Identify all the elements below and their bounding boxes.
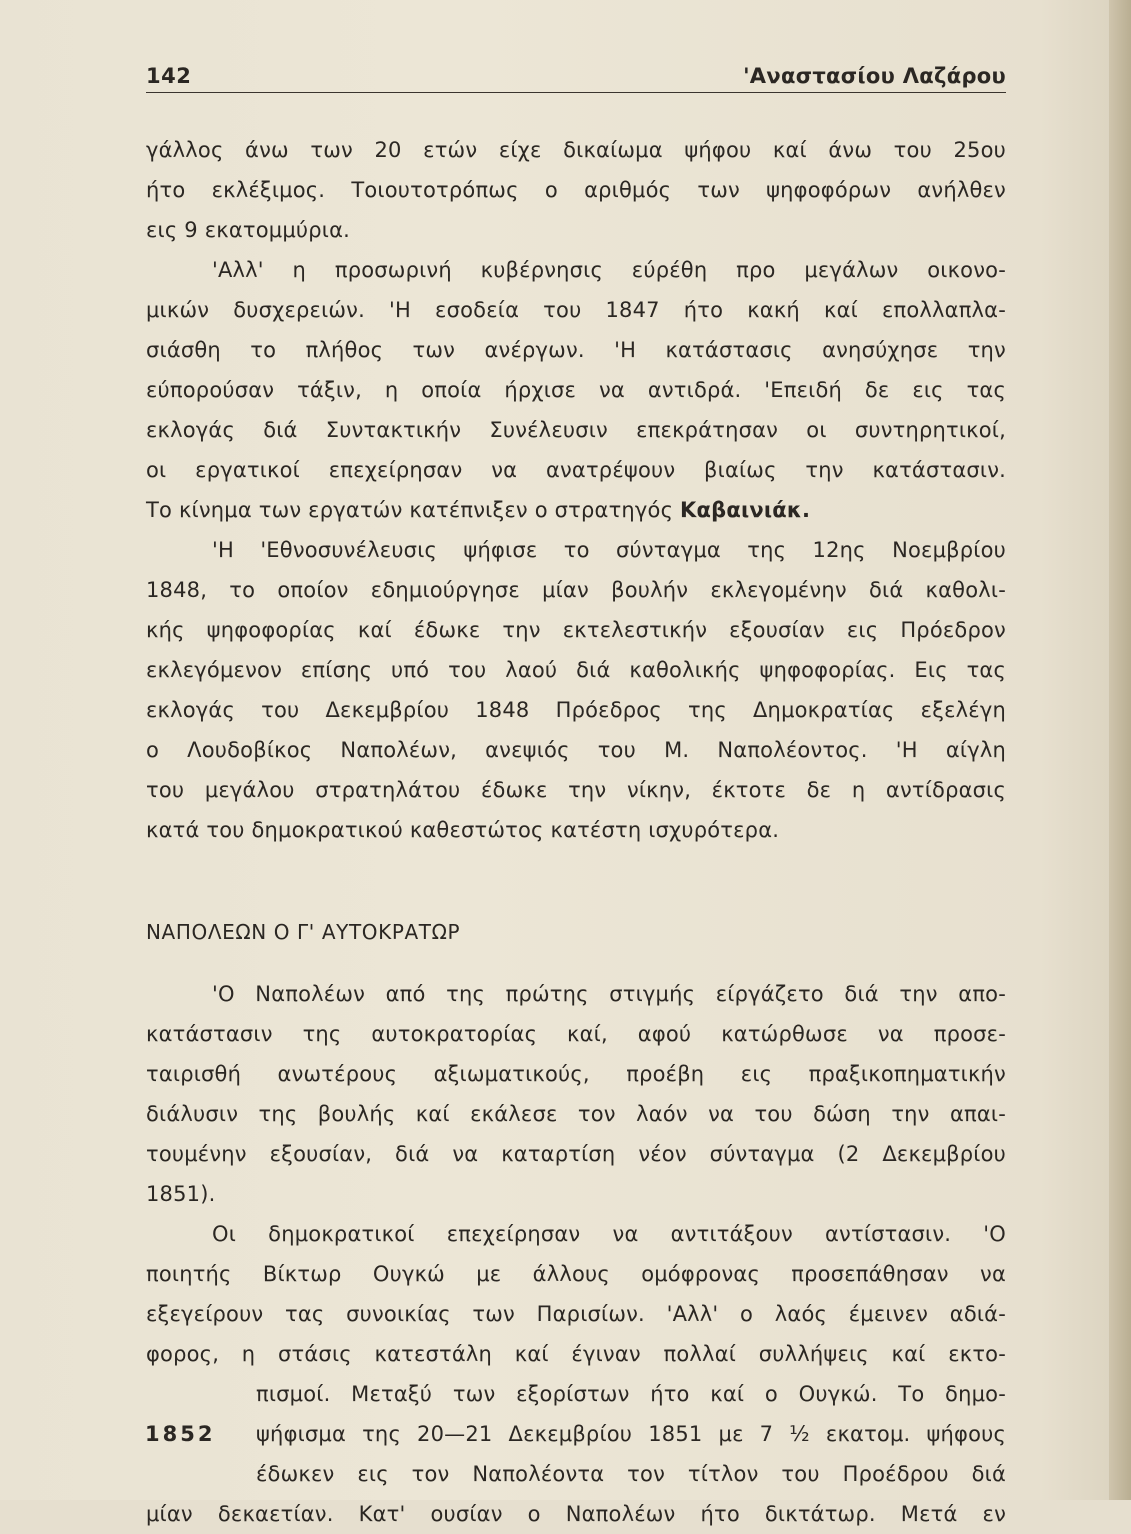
text-line: διάλυσιν της βουλής καί εκάλεσε τον λαόν να του δώση την απαι- bbox=[146, 1102, 1006, 1126]
text-line: εκλογάς του Δεκεμβρίου 1848 Πρόεδρος της Δημοκρατίας εξελέγη bbox=[146, 698, 1006, 722]
text-line: σιάσθη το πλήθος των ανέργων. 'Η κατάστασις ανησύχησε την bbox=[146, 338, 1006, 362]
text-line: 1851). bbox=[146, 1182, 216, 1206]
text-line: εύπορούσαν τάξιν, η οποία ήρχισε να αντιδρά. 'Επειδή δε εις τας bbox=[146, 378, 1006, 402]
text-line: ταιρισθή ανωτέρους αξιωματικούς, προέβη εις πραξικοπηματικήν bbox=[146, 1062, 1006, 1086]
margin-year: 1852 bbox=[145, 1422, 216, 1446]
text-line: ο Λουδοβίκος Ναπολέων, ανεψιός του Μ. Ναπολέοντος. 'Η αίγλη bbox=[146, 738, 1006, 762]
text-line: 'Ο Ναπολέων από της πρώτης στιγμής είργάζετο διά την απο- bbox=[212, 982, 1006, 1006]
text-line: ήτο εκλέξιμος. Τοιουτοτρόπως ο αριθμός των ψηφοφόρων ανήλθεν bbox=[146, 178, 1006, 202]
text-line: κατάστασιν της αυτοκρατορίας καί, αφού κατώρθωσε να προσε- bbox=[146, 1022, 1006, 1046]
text-line: εξεγείρουν τας συνοικίας των Παρισίων. 'Αλλ' ο λαός έμεινεν αδιά- bbox=[146, 1302, 1006, 1326]
text-line: έδωκεν εις τον Ναπολέοντα τον τίτλον του Προέδρου διά bbox=[256, 1462, 1006, 1486]
text-line-with-name bbox=[146, 490, 1006, 530]
text-line: φορος, η στάσις κατεστάλη καί έγιναν πολλαί συλλήψεις καί εκτο- bbox=[146, 1342, 1006, 1366]
page-header bbox=[146, 58, 1006, 98]
text-line: μικών δυσχερειών. 'Η εσοδεία του 1847 ήτο κακή καί επολλαπλα- bbox=[146, 298, 1006, 322]
text-line: του μεγάλου στρατηλάτου έδωκε την νίκην, έκτοτε δε η αντίδρασις bbox=[146, 778, 1006, 802]
running-head: 'Αναστασίου Λαζάρου bbox=[743, 64, 1006, 88]
page-edge bbox=[1109, 0, 1131, 1500]
text-line: εκλεγόμενον επίσης υπό του λαού διά καθολικής ψηφοφορίας. Εις τας bbox=[146, 658, 1006, 682]
header-rule bbox=[146, 92, 1006, 93]
text-line: μίαν δεκαετίαν. Κατ' ουσίαν ο Ναπολέων ήτο δικτάτωρ. Μετά εν bbox=[146, 1502, 1006, 1526]
text-line: ποιητής Βίκτωρ Ουγκώ με άλλους ομόφρονας προσεπάθησαν να bbox=[146, 1262, 1006, 1286]
text-line: 'Η 'Εθνοσυνέλευσις ψήφισε το σύνταγμα της 12ης Νοεμβρίου bbox=[212, 538, 1006, 562]
text-line: τουμένην εξουσίαν, διά να καταρτίση νέον σύνταγμα (2 Δεκεμβρίου bbox=[146, 1142, 1006, 1166]
text-line: εις 9 εκατομμύρια. bbox=[146, 218, 350, 242]
text-line: 1848, το οποίον εδημιούργησε μίαν βουλήν εκλεγομένην διά καθολι- bbox=[146, 578, 1006, 602]
text-line: κής ψηφοφορίας καί έδωκε την εκτελεστικήν εξουσίαν εις Πρόεδρον bbox=[146, 618, 1006, 642]
text-line: Οι δημοκρατικοί επεχείρησαν να αντιτάξουν αντίστασιν. 'Ο bbox=[212, 1222, 1006, 1246]
text-line: εκλογάς διά Συντακτικήν Συνέλευσιν επεκράτησαν οι συντηρητικοί, bbox=[146, 418, 1006, 442]
text-line: γάλλος άνω των 20 ετών είχε δικαίωμα ψήφου καί άνω του 25ου bbox=[146, 138, 1006, 162]
page-number: 142 bbox=[146, 64, 192, 88]
text-line-segment: ψήφισμα της 20—21 Δεκεμβρίου 1851 με 7 ½ εκατομ. ψήφους bbox=[256, 1422, 1006, 1446]
text-line: οι εργατικοί επεχείρησαν να ανατρέψουν βιαίως την κατάστασιν. bbox=[146, 458, 1006, 482]
bold-name: Καβαινιάκ. bbox=[680, 498, 811, 522]
text-line: πισμοί. Μεταξύ των εξορίστων ήτο καί ο Ουγκώ. Το δημο- bbox=[256, 1382, 1006, 1406]
page-body bbox=[146, 130, 1006, 1534]
text-line-with-margin-year bbox=[146, 1414, 1006, 1454]
text-line: κατά του δημοκρατικού καθεστώτος κατέστη ισχυρότερα. bbox=[146, 818, 780, 842]
text-line-segment: Το κίνημα των εργατών κατέπνιξεν ο στρατηγός bbox=[146, 498, 674, 522]
section-heading: ΝΑΠΟΛΕΩΝ Ο Γ' ΑΥΤΟΚΡΑΤΩΡ bbox=[146, 920, 461, 944]
text-line: 'Αλλ' η προσωρινή κυβέρνησις εύρέθη προ μεγάλων οικονο- bbox=[212, 258, 1006, 282]
